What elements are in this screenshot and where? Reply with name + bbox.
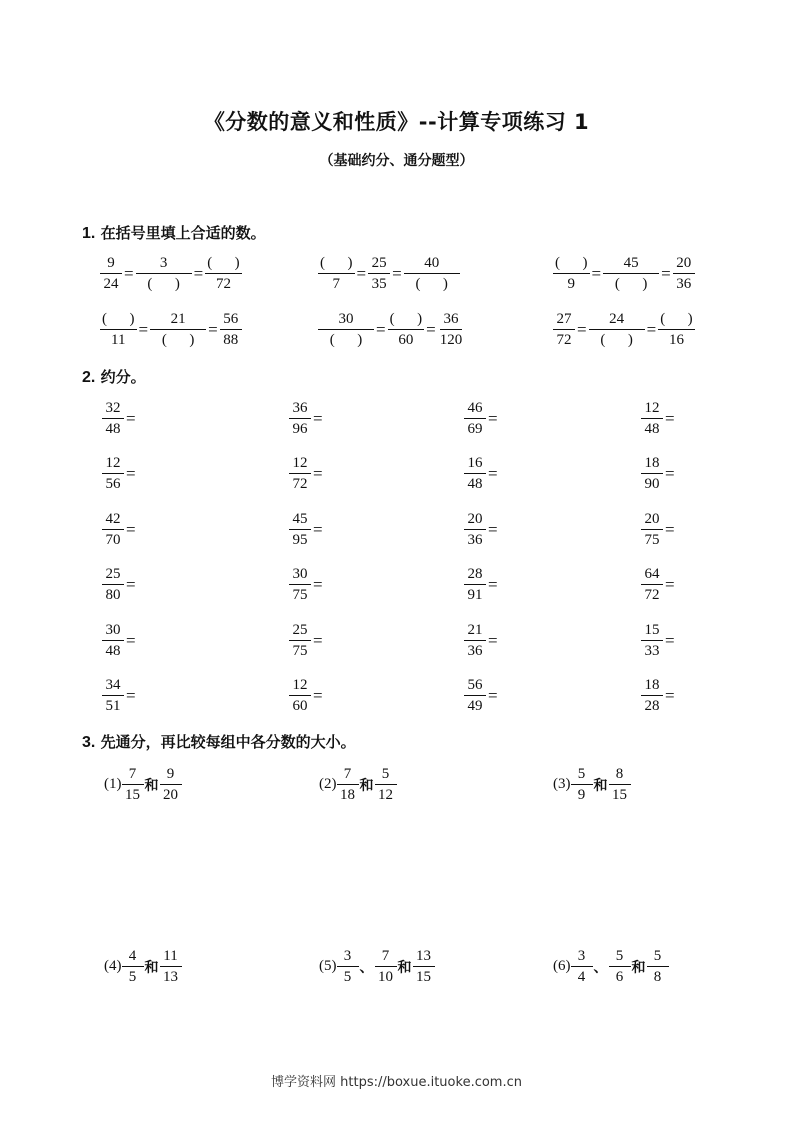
fraction [641, 398, 663, 439]
reduce-item [289, 675, 325, 716]
numerator: 28 [464, 564, 486, 585]
numerator: 18 [641, 675, 663, 696]
fraction [102, 564, 124, 605]
fraction [375, 946, 397, 987]
separator: 和 [359, 777, 374, 794]
equation-1-4: $\frac{( )}{11}$ = $\frac{21}{( )}$ = $\frac{56}{88}$ [100, 309, 242, 350]
numerator: 4 [122, 946, 144, 967]
equals-sign: = [313, 463, 323, 483]
compare-item [104, 946, 182, 987]
numerator: 5 [571, 764, 593, 785]
equals-sign: = [126, 408, 136, 428]
numerator: 12 [641, 398, 663, 419]
section-1-heading [82, 222, 266, 243]
numerator: 20 [464, 509, 486, 530]
separator: 和 [144, 777, 159, 794]
numerator: 18 [641, 453, 663, 474]
equals-sign: = [488, 463, 498, 483]
denominator: 15 [125, 787, 140, 803]
fraction [641, 453, 663, 494]
numerator: 5 [647, 946, 669, 967]
fraction [160, 946, 182, 987]
compare-item [553, 764, 631, 805]
numerator: 30 [102, 620, 124, 641]
equals-sign: = [665, 519, 675, 539]
section-1-number: 1. [82, 225, 96, 242]
denominator: 20 [163, 787, 178, 803]
section-2-number: 2. [82, 369, 96, 386]
reduce-item [641, 509, 677, 550]
denominator: 12 [378, 787, 393, 803]
reduce-item [289, 453, 325, 494]
separator: 和 [397, 959, 412, 976]
denominator: 36 [467, 643, 483, 659]
numerator: 36 [289, 398, 311, 419]
fraction [647, 946, 669, 987]
denominator: 28 [644, 698, 660, 714]
section-3-text: 先通分，再比较每组中各分数的大小。 [100, 733, 356, 751]
denominator: 72 [292, 476, 308, 492]
fraction [337, 764, 359, 805]
reduce-item [289, 509, 325, 550]
reduce-item [102, 564, 138, 605]
compare-item [319, 946, 435, 987]
equals-sign: = [665, 463, 675, 483]
numerator: 12 [102, 453, 124, 474]
numerator: 20 [641, 509, 663, 530]
denominator: 49 [467, 698, 483, 714]
reduce-item [641, 564, 677, 605]
reduce-item [464, 453, 500, 494]
numerator: 13 [413, 946, 435, 967]
fraction: $\frac{25}{35}$ [368, 253, 390, 294]
denominator: 13 [163, 969, 178, 985]
fraction [289, 509, 311, 550]
fraction [571, 946, 593, 987]
item-label: (2) [319, 776, 337, 792]
fraction [122, 946, 144, 987]
fraction [102, 453, 124, 494]
numerator: 25 [102, 564, 124, 585]
fraction: $\frac{45}{( )}$ [603, 253, 659, 294]
fraction [464, 509, 486, 550]
fraction [102, 509, 124, 550]
numerator: 21 [464, 620, 486, 641]
fraction [571, 764, 593, 805]
reduce-item [464, 564, 500, 605]
fraction [102, 398, 124, 439]
equals-sign: = [488, 519, 498, 539]
numerator: 25 [289, 620, 311, 641]
separator: 和 [144, 959, 159, 976]
numerator: 9 [160, 764, 182, 785]
reduce-item [464, 620, 500, 661]
numerator: 32 [102, 398, 124, 419]
fraction: $\frac{21}{( )}$ [150, 309, 206, 350]
reduce-item [102, 675, 138, 716]
reduce-item [641, 398, 677, 439]
reduce-item [464, 509, 500, 550]
denominator: 10 [378, 969, 393, 985]
fraction [160, 764, 182, 805]
footer-watermark: 博学资料网 https://boxue.ituoke.com.cn [271, 1075, 522, 1090]
numerator: 46 [464, 398, 486, 419]
denominator: 48 [105, 421, 121, 437]
reduce-item [464, 398, 500, 439]
fraction [609, 946, 631, 987]
denominator: 48 [644, 421, 660, 437]
item-label: (1) [104, 776, 122, 792]
fraction: $\frac{27}{72}$ [553, 309, 575, 350]
denominator: 5 [343, 969, 352, 985]
numerator: 8 [609, 764, 631, 785]
numerator: 7 [122, 764, 144, 785]
equation-1-2: $\frac{( )}{7}$ = $\frac{25}{35}$ = $\frac{40}{( )}$ [318, 253, 460, 294]
equals-sign: = [665, 630, 675, 650]
reduce-item [102, 620, 138, 661]
equals-sign: = [313, 519, 323, 539]
denominator: 36 [467, 532, 483, 548]
item-label: (5) [319, 958, 337, 974]
equals-sign: = [126, 574, 136, 594]
section-3-number: 3. [82, 734, 96, 751]
fraction [641, 675, 663, 716]
fraction: $\frac{36}{120}$ [439, 311, 463, 348]
denominator: 80 [105, 587, 121, 603]
item-label: (4) [104, 958, 122, 974]
reduce-item [641, 675, 677, 716]
denominator: 56 [105, 476, 121, 492]
fraction: $\frac{20}{36}$ [673, 253, 695, 294]
fraction [464, 620, 486, 661]
fraction [289, 398, 311, 439]
fraction [122, 764, 144, 805]
reduce-item [102, 453, 138, 494]
fraction: $\frac{56}{88}$ [220, 309, 242, 350]
equation-1-1: $\frac{9}{24}$ = $\frac{3}{( )}$ = $\frac{( )}{72}$ [100, 253, 242, 294]
denominator: 5 [128, 969, 137, 985]
reduce-item [102, 509, 138, 550]
reduce-item [289, 564, 325, 605]
equals-sign: = [126, 519, 136, 539]
numerator: 42 [102, 509, 124, 530]
fraction: $\frac{( )}{60}$ [389, 311, 423, 348]
equals-sign: = [313, 685, 323, 705]
equation-1-5: $\frac{30}{( )}$ = $\frac{( )}{60}$ = $\frac{36}{120}$ [318, 309, 464, 350]
reduce-item [289, 398, 325, 439]
fraction [102, 620, 124, 661]
fraction: $\frac{( )}{9}$ [555, 255, 588, 292]
fraction [289, 453, 311, 494]
equals-sign: = [488, 408, 498, 428]
item-label: (3) [553, 776, 571, 792]
fraction: $\frac{( )}{72}$ [207, 255, 240, 292]
fraction [464, 398, 486, 439]
fraction [464, 675, 486, 716]
denominator: 75 [292, 587, 308, 603]
numerator: 3 [337, 946, 359, 967]
fraction [289, 675, 311, 716]
fraction [289, 620, 311, 661]
denominator: 15 [612, 787, 627, 803]
fraction [641, 620, 663, 661]
denominator: 8 [653, 969, 662, 985]
section-2-heading [82, 366, 146, 387]
equals-sign: = [126, 630, 136, 650]
section-3-heading [82, 731, 356, 752]
fraction [464, 453, 486, 494]
fraction: $\frac{( )}{7}$ [320, 255, 353, 292]
item-label: (6) [553, 958, 571, 974]
denominator: 72 [644, 587, 660, 603]
denominator: 96 [292, 421, 308, 437]
equals-sign: = [665, 685, 675, 705]
fraction: $\frac{9}{24}$ [100, 253, 122, 294]
equation-1-3: $\frac{( )}{9}$ = $\frac{45}{( )}$ = $\frac{20}{36}$ [553, 253, 695, 294]
reduce-item [464, 675, 500, 716]
equals-sign: = [665, 574, 675, 594]
section-2-text: 约分。 [100, 368, 146, 386]
numerator: 64 [641, 564, 663, 585]
page-subtitle: （基础约分、通分题型） [319, 153, 474, 169]
denominator: 75 [644, 532, 660, 548]
denominator: 90 [644, 476, 660, 492]
separator: 和 [631, 959, 646, 976]
fraction [641, 509, 663, 550]
denominator: 48 [105, 643, 121, 659]
equals-sign: = [488, 630, 498, 650]
numerator: 45 [289, 509, 311, 530]
denominator: 18 [340, 787, 355, 803]
fraction [413, 946, 435, 987]
denominator: 95 [292, 532, 308, 548]
reduce-item [289, 620, 325, 661]
denominator: 48 [467, 476, 483, 492]
fraction [609, 764, 631, 805]
fraction [289, 564, 311, 605]
separator: 和 [593, 777, 608, 794]
compare-item [104, 764, 182, 805]
fraction: $\frac{3}{( )}$ [136, 253, 192, 294]
fraction [464, 564, 486, 605]
numerator: 30 [289, 564, 311, 585]
numerator: 16 [464, 453, 486, 474]
equals-sign: = [126, 463, 136, 483]
denominator: 4 [577, 969, 586, 985]
denominator: 69 [467, 421, 483, 437]
page-title: 《分数的意义和性质》--计算专项练习 1 [203, 110, 590, 134]
compare-item [553, 946, 669, 987]
fraction [641, 564, 663, 605]
numerator: 34 [102, 675, 124, 696]
equals-sign: = [313, 574, 323, 594]
fraction: $\frac{( )}{16}$ [660, 311, 693, 348]
equals-sign: = [313, 630, 323, 650]
section-1-text: 在括号里填上合适的数。 [100, 224, 266, 242]
fraction: $\frac{( )}{11}$ [102, 311, 135, 348]
equals-sign: = [488, 574, 498, 594]
numerator: 7 [337, 764, 359, 785]
denominator: 6 [615, 969, 624, 985]
fraction [375, 764, 397, 805]
separator: 、 [359, 959, 374, 976]
fraction: $\frac{24}{( )}$ [589, 309, 645, 350]
equals-sign: = [126, 685, 136, 705]
equation-1-6: $\frac{27}{72}$ = $\frac{24}{( )}$ = $\frac{( )}{16}$ [553, 309, 695, 350]
fraction: $\frac{30}{( )}$ [318, 309, 374, 350]
equals-sign: = [665, 408, 675, 428]
numerator: 5 [609, 946, 631, 967]
denominator: 33 [644, 643, 660, 659]
separator: 、 [593, 959, 608, 976]
numerator: 12 [289, 675, 311, 696]
denominator: 70 [105, 532, 121, 548]
numerator: 7 [375, 946, 397, 967]
numerator: 56 [464, 675, 486, 696]
reduce-item [102, 398, 138, 439]
compare-item [319, 764, 397, 805]
numerator: 11 [160, 946, 182, 967]
reduce-item [641, 453, 677, 494]
equals-sign: = [313, 408, 323, 428]
fraction: $\frac{40}{( )}$ [404, 253, 460, 294]
numerator: 15 [641, 620, 663, 641]
fraction [337, 946, 359, 987]
reduce-item [641, 620, 677, 661]
numerator: 5 [375, 764, 397, 785]
equals-sign: = [488, 685, 498, 705]
denominator: 51 [105, 698, 121, 714]
denominator: 75 [292, 643, 308, 659]
numerator: 12 [289, 453, 311, 474]
denominator: 91 [467, 587, 483, 603]
denominator: 60 [292, 698, 308, 714]
denominator: 9 [577, 787, 586, 803]
numerator: 3 [571, 946, 593, 967]
fraction [102, 675, 124, 716]
denominator: 15 [416, 969, 431, 985]
